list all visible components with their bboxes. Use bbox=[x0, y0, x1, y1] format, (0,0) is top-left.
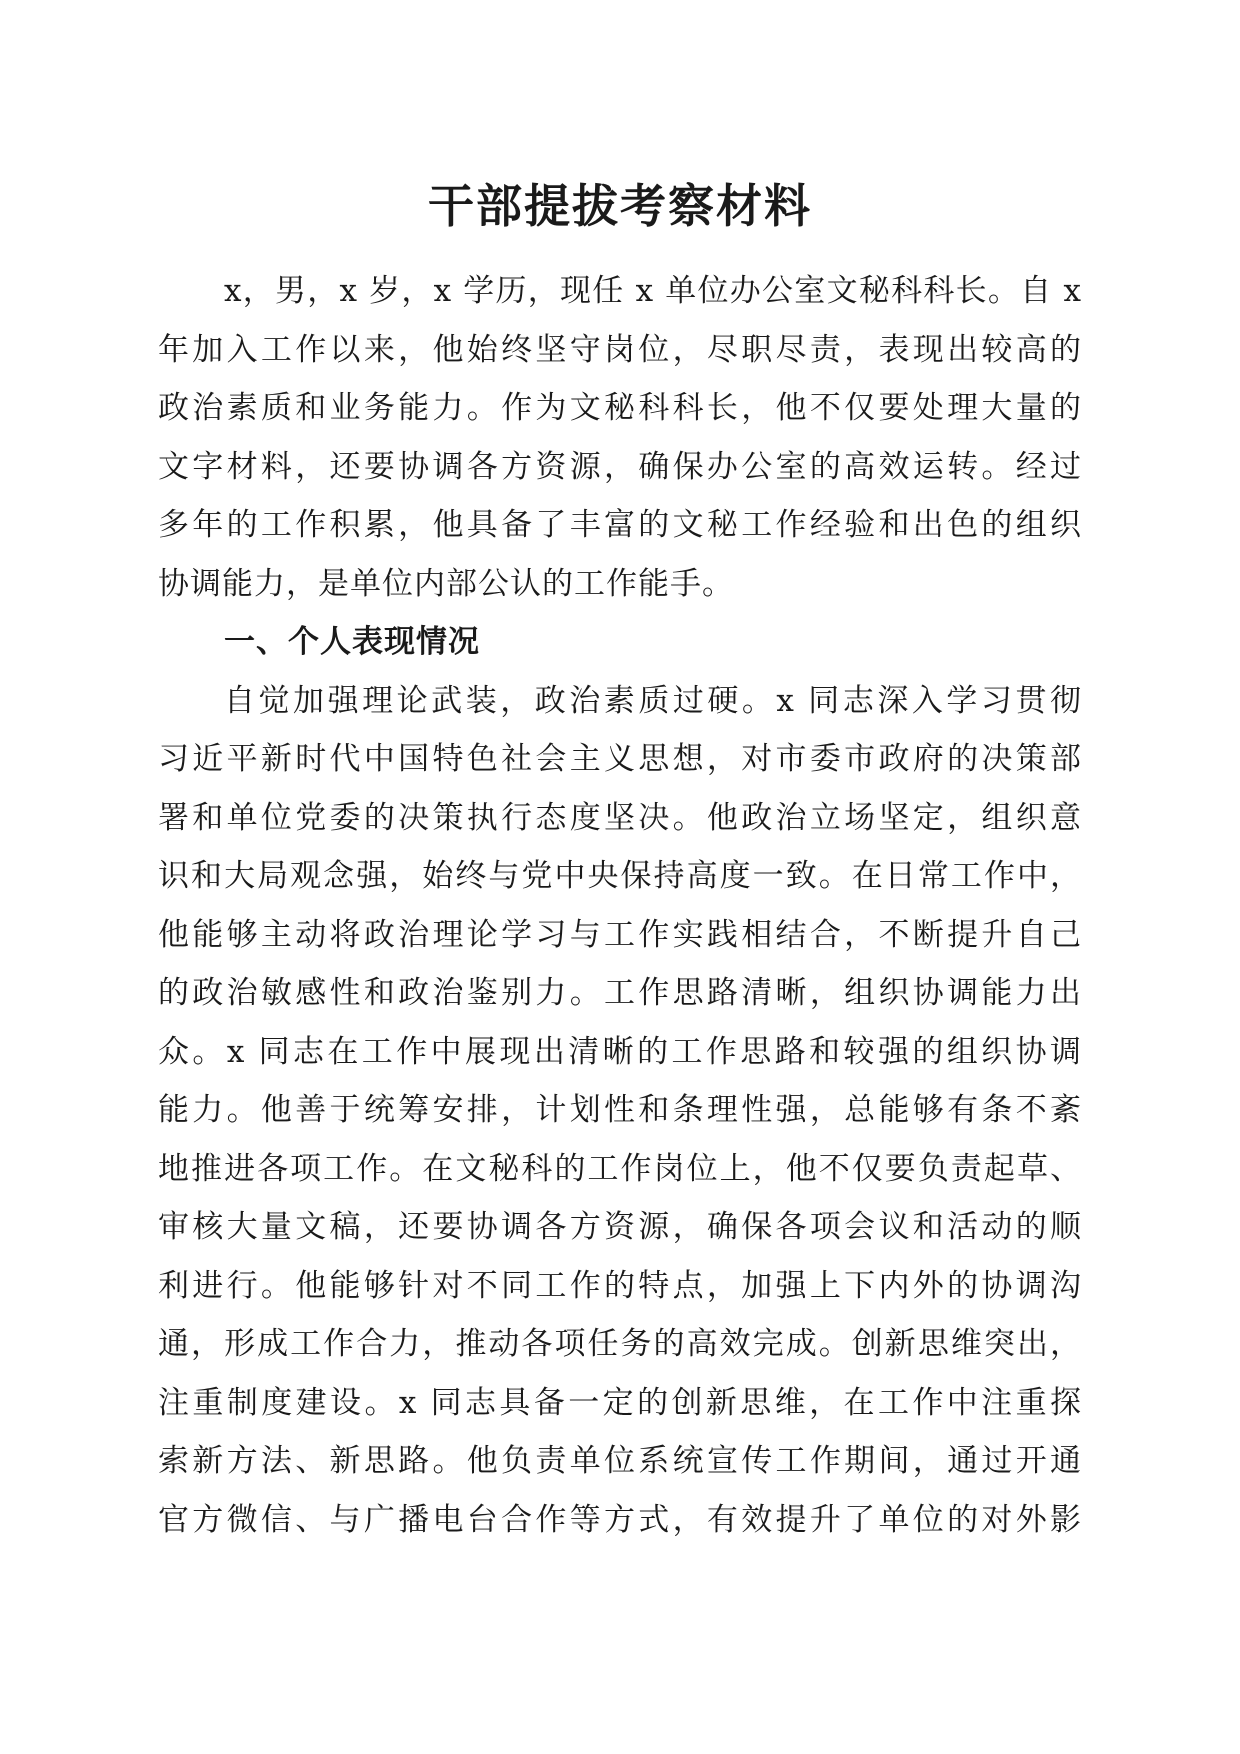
section-line: 能力。他善于统筹安排，计划性和条理性强，总能够有条不紊 bbox=[158, 1092, 1082, 1128]
intro-line: 多年的工作积累，他具备了丰富的文秘工作经验和出色的组织 bbox=[158, 507, 1082, 543]
section-line: 索新方法、新思路。他负责单位系统宣传工作期间，通过开通 bbox=[158, 1443, 1082, 1479]
intro-line: 政治素质和业务能力。作为文秘科科长，他不仅要处理大量的 bbox=[158, 390, 1082, 426]
section-line: 署和单位党委的决策执行态度坚决。他政治立场坚定，组织意 bbox=[158, 799, 1082, 836]
section-heading: 一、个人表现情况 bbox=[224, 624, 480, 660]
section-line: 众。x 同志在工作中展现出清晰的工作思路和较强的组织协调 bbox=[158, 1033, 1082, 1070]
intro-line: 年加入工作以来，他始终坚守岗位，尽职尽责，表现出较高的 bbox=[158, 331, 1082, 368]
section-line: 习近平新时代中国特色社会主义思想，对市委市政府的决策部 bbox=[158, 741, 1082, 777]
section-line: 地推进各项工作。在文秘科的工作岗位上，他不仅要负责起草、 bbox=[158, 1150, 1082, 1187]
section-line: 官方微信、与广播电台合作等方式，有效提升了单位的对外影 bbox=[158, 1501, 1082, 1538]
section-line: 利进行。他能够针对不同工作的特点，加强上下内外的协调沟 bbox=[158, 1267, 1082, 1304]
section-line: 自觉加强理论武装，政治素质过硬。x 同志深入学习贯彻 bbox=[224, 682, 1082, 719]
intro-line: 文字材料，还要协调各方资源，确保办公室的高效运转。经过 bbox=[158, 448, 1082, 485]
section-line: 注重制度建设。x 同志具备一定的创新思维，在工作中注重探 bbox=[158, 1384, 1082, 1421]
intro-line: x，男，x 岁，x 学历，现任 x 单位办公室文秘科科长。自 x bbox=[224, 273, 1082, 309]
document-body bbox=[158, 262, 1082, 1549]
section-line: 他能够主动将政治理论学习与工作实践相结合，不断提升自己 bbox=[158, 916, 1082, 953]
page-title: 干部提拔考察材料 bbox=[428, 179, 812, 233]
section-line: 的政治敏感性和政治鉴别力。工作思路清晰，组织协调能力出 bbox=[158, 975, 1082, 1011]
section-line: 通，形成工作合力，推动各项任务的高效完成。创新思维突出， bbox=[158, 1326, 1082, 1362]
section-line: 识和大局观念强，始终与党中央保持高度一致。在日常工作中， bbox=[158, 858, 1082, 894]
intro-line: 协调能力，是单位内部公认的工作能手。 bbox=[158, 565, 734, 602]
section-line: 审核大量文稿，还要协调各方资源，确保各项会议和活动的顺 bbox=[158, 1209, 1082, 1245]
